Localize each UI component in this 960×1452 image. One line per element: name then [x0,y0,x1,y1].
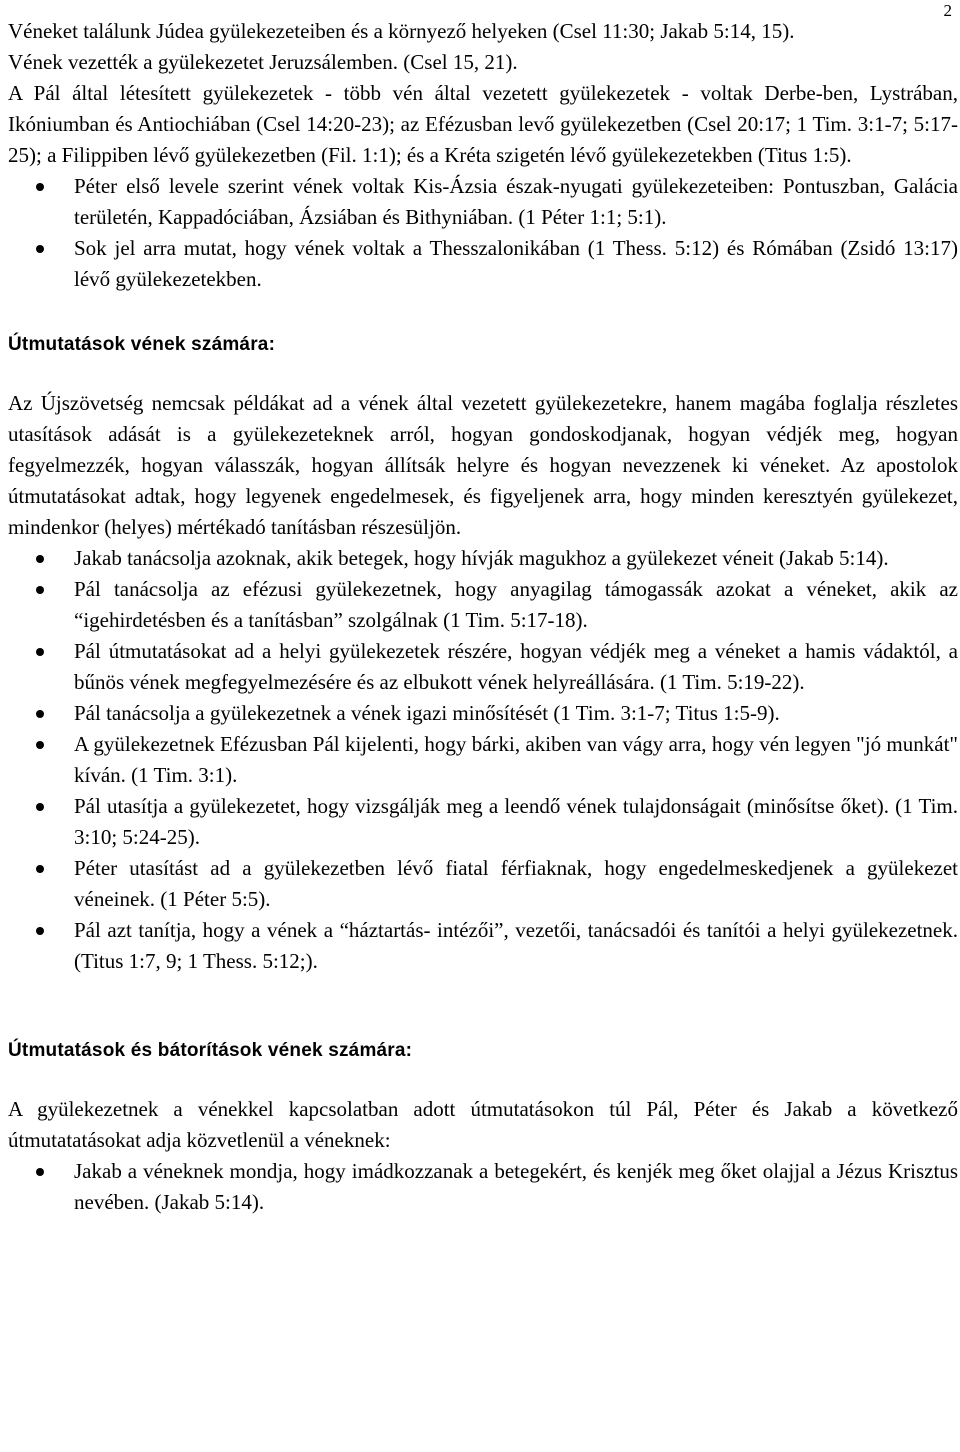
bullet-icon [36,741,44,749]
section-paragraph: Az Újszövetség nemcsak példákat ad a vének által vezetett gyülekezetekre, hanem magába foglalja részletes utasítások adását is a gyülekezeteknek arról, hogyan gondoskodjanak, hogyan védjék meg, hogyan fegyelmezzék, hogyan válasszák, hogyan állítsák helyre és hogyan nevezzenek ki véneket. Az apostolok útmutatásokat adtak, hogy legyenek engedelmesek, és figyeljenek arra, hogy minden keresztyén gyülekezet, mindenkor (helyes) mértékadó tanításban részesüljön. [8,391,958,539]
list-item-text: A gyülekezetnek Efézusban Pál kijelenti, hogy bárki, akiben van vágy arra, hogy vén legyen "jó munkát" kíván. (1 Tim. 3:1). [74,732,958,787]
list-item [8,574,958,636]
list-item-text: Péter első levele szerint vének voltak Kis-Ázsia észak-nyugati gyülekezeteiben: Pontuszban, Galácia területén, Kappadóciában, Ázsiában és Bithyniában. (1 Péter 1:1; 5:1). [74,174,958,229]
bullet-icon [36,803,44,811]
intro-paragraph: Véneket találunk Júdea gyülekezeteiben és a környező helyeken (Csel 11:30; Jakab 5:14, 15). [8,19,795,43]
section-heading: Útmutatások és bátorítások vének számára: [8,1040,413,1061]
list-item [8,698,958,729]
bullet-icon [36,1168,44,1176]
bullet-icon [36,865,44,873]
list-item-text: Pál utasítja a gyülekezetet, hogy vizsgálják meg a leendő vének tulajdonságait (minősítse őket). (1 Tim. 3:10; 5:24-25). [74,794,958,849]
list-item-text: Pál tanácsolja az efézusi gyülekezetnek, hogy anyagilag támogassák azokat a véneket, akik az “igehirdetésben és a tanításban” szolgálnak (1 Tim. 5:17-18). [74,577,958,632]
spacer [8,977,958,1035]
list-item-text: Sok jel arra mutat, hogy vének voltak a Thesszalonikában (1 Thess. 5:12) és Rómában (Zsidó 13:17) lévő gyülekezetekben. [74,236,958,291]
spacer [8,295,958,329]
list-item-text: Pál útmutatásokat ad a helyi gyülekezetek részére, hogyan védjék meg a véneket a hamis vádaktól, a bűnös vének megfegyelmezésére és az elbukott vének helyreállására. (1 Tim. 5:19-22). [74,639,958,694]
list-item [8,729,958,791]
list-item [8,791,958,853]
intro-bullet-list [8,171,958,295]
section-bullet-list [8,543,958,977]
spacer [8,1066,958,1094]
bullet-icon [36,245,44,253]
list-item [8,853,958,915]
section-heading: Útmutatások vének számára: [8,334,276,355]
bullet-icon [36,927,44,935]
list-item [8,171,958,233]
list-item [8,1156,958,1218]
page-number: 2 [943,1,952,20]
bullet-icon [36,586,44,594]
list-item [8,233,958,295]
list-item-text: Pál azt tanítja, hogy a vének a “háztartás- intézői”, vezetői, tanácsadói és tanítói a helyi gyülekezetnek. (Titus 1:7, 9; 1 Thess. 5:12;). [74,918,958,973]
list-item-text: Jakab tanácsolja azoknak, akik betegek, hogy hívják magukhoz a gyülekezet véneit (Jakab 5:14). [74,546,889,570]
list-item-text: Pál tanácsolja a gyülekezetnek a vének igazi minősítését (1 Tim. 3:1-7; Titus 1:5-9). [74,701,780,725]
bullet-icon [36,555,44,563]
list-item [8,636,958,698]
bullet-icon [36,710,44,718]
intro-paragraph: Vének vezették a gyülekezetet Jeruzsálemben. (Csel 15, 21). [8,50,518,74]
bullet-icon [36,183,44,191]
list-item-text: Jakab a véneknek mondja, hogy imádkozzanak a betegekért, és kenjék meg őket olajjal a Jézus Krisztus nevében. (Jakab 5:14). [74,1159,958,1214]
document-page [8,16,958,1218]
spacer [8,360,958,388]
section-bullet-list [8,1156,958,1218]
bullet-icon [36,648,44,656]
intro-paragraph: A Pál által létesített gyülekezetek - több vén által vezetett gyülekezetek - voltak Derbe-ben, Lystrában, Ikóniumban és Antiochiában (Csel 14:20-23); az Efézusban levő gyülekezetben (Csel 20:17; 1 Tim. 3:1-7; 5:17-25); a Filippiben lévő gyülekezetben (Fil. 1:1); és a Kréta szigetén lévő gyülekezetekben (Titus 1:5). [8,81,958,167]
section-paragraph: A gyülekezetnek a vénekkel kapcsolatban adott útmutatásokon túl Pál, Péter és Jakab a következő útmutatatásokat adja közvetlenül a véneknek: [8,1097,958,1152]
list-item [8,915,958,977]
list-item [8,543,958,574]
list-item-text: Péter utasítást ad a gyülekezetben lévő fiatal férfiaknak, hogy engedelmeskedjenek a gyülekezet véneinek. (1 Péter 5:5). [74,856,958,911]
